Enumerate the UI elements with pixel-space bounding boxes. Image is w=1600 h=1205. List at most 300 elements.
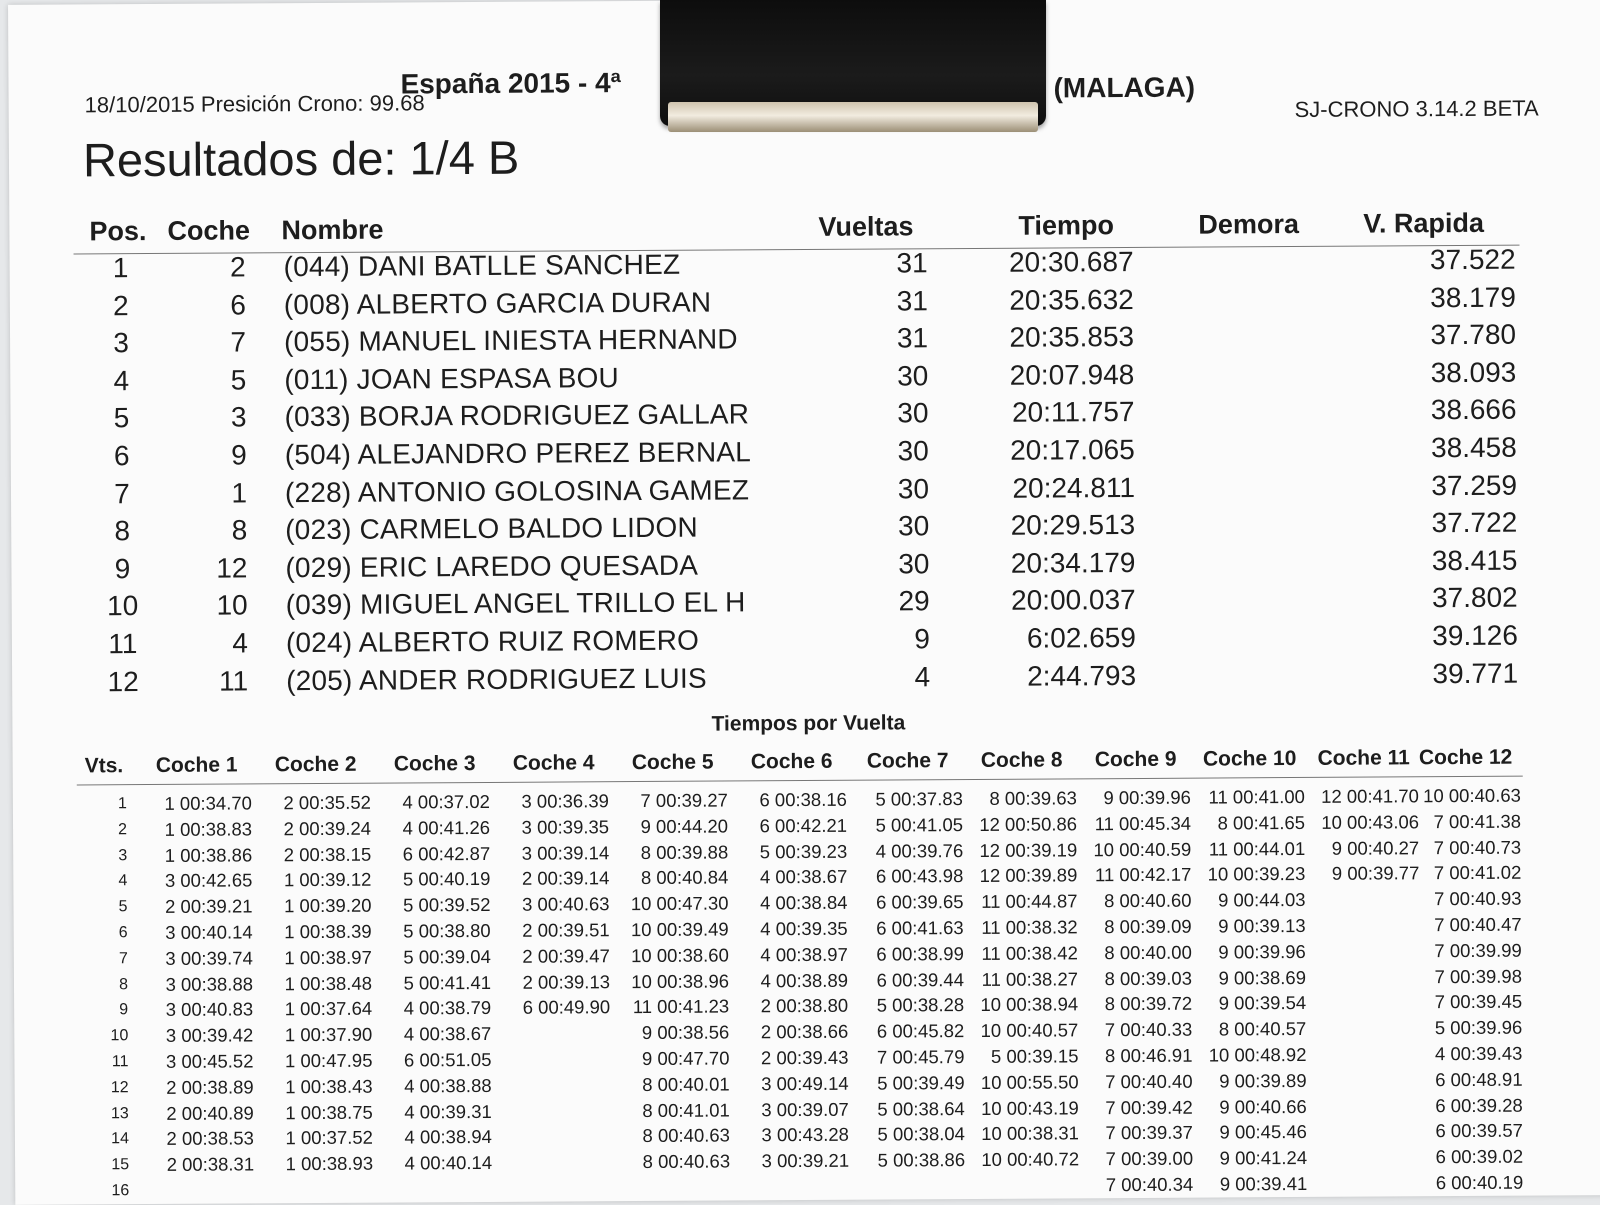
cell-vueltas: 4 bbox=[914, 660, 931, 692]
lap-cell: 9 00:44.20 bbox=[640, 815, 729, 837]
lap-cell: 3 00:36.39 bbox=[521, 790, 609, 812]
cell-vueltas: 30 bbox=[897, 510, 930, 542]
lap-cell: 8 00:40.60 bbox=[1103, 889, 1192, 912]
lap-cell: 4 00:39.43 bbox=[1434, 1042, 1523, 1065]
lap-cell: 1 00:38.39 bbox=[284, 920, 372, 943]
lap-cell bbox=[372, 1178, 492, 1179]
cell-tiempo: 20:17.065 bbox=[1010, 433, 1135, 466]
lap-cell: 9 00:39.54 bbox=[1218, 992, 1307, 1014]
cell-vueltas: 30 bbox=[897, 435, 929, 467]
lap-cell: 7 00:39.99 bbox=[1434, 939, 1522, 961]
lap-number: 4 bbox=[118, 872, 128, 890]
cell-tiempo: 20:35.632 bbox=[1009, 283, 1134, 316]
lap-cell: 2 00:39.24 bbox=[283, 817, 372, 839]
lap-cell: 8 00:39.72 bbox=[1104, 993, 1193, 1015]
col-coche-9: Coche 9 bbox=[1094, 747, 1177, 772]
col-coche: Coche bbox=[167, 215, 251, 246]
lap-cell: 3 00:39.42 bbox=[165, 1024, 254, 1047]
lap-cell: 9 00:39.13 bbox=[1218, 914, 1306, 937]
lap-cell: 3 00:43.28 bbox=[761, 1124, 849, 1146]
lap-cell: 10 00:39.23 bbox=[1207, 863, 1306, 885]
col-coche-6: Coche 6 bbox=[750, 749, 833, 774]
lap-cell: 7 00:40.33 bbox=[1104, 1018, 1193, 1041]
lap-cell bbox=[491, 1074, 611, 1075]
lap-cell: 10 00:40.63 bbox=[1423, 784, 1521, 807]
lap-cell: 2 00:38.89 bbox=[166, 1076, 254, 1098]
lap-cell: 10 00:40.72 bbox=[981, 1148, 1080, 1171]
lap-cell: 4 00:38.84 bbox=[759, 891, 848, 914]
col-pos: Pos. bbox=[89, 216, 147, 247]
lap-cell bbox=[490, 1048, 610, 1049]
lap-cell: 2 00:35.52 bbox=[283, 791, 371, 814]
cell-pos: 8 bbox=[114, 515, 131, 547]
lap-cell: 4 00:38.67 bbox=[403, 1023, 492, 1045]
lap-cell: 7 00:40.40 bbox=[1105, 1070, 1193, 1092]
lap-cell: 12 00:50.86 bbox=[979, 813, 1078, 835]
cell-pos: 12 bbox=[107, 665, 139, 697]
cell-coche: 4 bbox=[232, 627, 249, 659]
lap-cell: 5 00:37.83 bbox=[875, 788, 963, 810]
cell-pos: 3 bbox=[113, 327, 129, 359]
lap-cell: 2 00:39.43 bbox=[760, 1046, 849, 1069]
cell-pos: 7 bbox=[114, 477, 130, 509]
lap-cell: 2 00:38.15 bbox=[283, 843, 372, 865]
lap-cell bbox=[253, 1179, 373, 1180]
lap-cell: 10 00:48.92 bbox=[1208, 1043, 1307, 1066]
cell-coche: 7 bbox=[230, 326, 247, 358]
col-coche-7: Coche 7 bbox=[866, 749, 949, 773]
cell-vrapida: 38.666 bbox=[1430, 394, 1517, 426]
cell-vrapida: 38.458 bbox=[1431, 431, 1517, 464]
lap-cell: 9 00:38.56 bbox=[641, 1021, 730, 1044]
cell-nombre: (029) ERIC LAREDO QUESADA bbox=[285, 549, 699, 583]
lap-cell: 5 00:38.28 bbox=[876, 994, 965, 1016]
cell-nombre: (055) MANUEL INIESTA HERNAND bbox=[283, 323, 738, 358]
cell-nombre: (033) BORJA RODRIGUEZ GALLAR bbox=[284, 398, 750, 433]
lap-cell: 9 00:39.96 bbox=[1218, 940, 1306, 963]
cell-vueltas: 30 bbox=[898, 547, 930, 580]
lap-cell: 8 00:39.03 bbox=[1104, 967, 1193, 989]
cell-vueltas: 31 bbox=[896, 284, 928, 317]
lap-cell: 4 00:38.89 bbox=[760, 969, 849, 991]
binder-clip bbox=[660, 0, 1046, 126]
lap-cell: 1 00:47.95 bbox=[284, 1049, 373, 1072]
lap-cell: 6 00:39.57 bbox=[1435, 1119, 1523, 1142]
lap-cell: 5 00:39.23 bbox=[759, 840, 848, 862]
cell-coche: 11 bbox=[218, 664, 249, 697]
lap-cell: 6 00:38.16 bbox=[759, 788, 847, 811]
lap-cell: 9 00:39.41 bbox=[1219, 1172, 1308, 1195]
cell-pos: 1 bbox=[112, 252, 129, 284]
lap-cell: 2 00:39.51 bbox=[522, 919, 610, 941]
lap-cell: 10 00:47.30 bbox=[630, 892, 729, 915]
lap-cell: 2 00:38.53 bbox=[166, 1127, 255, 1150]
lap-cell: 10 00:40.59 bbox=[1093, 838, 1192, 860]
lap-cell: 7 00:39.27 bbox=[640, 789, 728, 812]
lap-cell: 12 00:39.19 bbox=[979, 838, 1078, 861]
lap-cell: 4 00:38.67 bbox=[759, 866, 848, 888]
cell-vrapida: 37.722 bbox=[1431, 506, 1518, 539]
lap-cell: 7 00:39.37 bbox=[1105, 1122, 1193, 1144]
lap-cell: 8 00:40.63 bbox=[642, 1150, 731, 1173]
lap-cell: 3 00:49.14 bbox=[761, 1072, 849, 1095]
lap-cell: 9 00:39.96 bbox=[1103, 786, 1191, 809]
lap-cell: 3 00:39.07 bbox=[761, 1098, 849, 1120]
lap-cell: 3 00:38.88 bbox=[165, 972, 254, 995]
lap-number: 15 bbox=[111, 1156, 130, 1174]
col-coche-10: Coche 10 bbox=[1202, 747, 1297, 771]
cell-nombre: (228) ANTONIO GOLOSINA GAMEZ bbox=[284, 473, 750, 508]
cell-pos: 11 bbox=[108, 628, 138, 660]
lap-number: 8 bbox=[119, 975, 129, 993]
lap-number: 13 bbox=[110, 1104, 129, 1122]
lap-number: 14 bbox=[111, 1130, 129, 1148]
laps-header bbox=[77, 738, 1523, 786]
cell-nombre: (008) ALBERTO GARCIA DURAN bbox=[283, 286, 712, 320]
lap-cell: 4 00:38.94 bbox=[404, 1126, 493, 1148]
lap-cell bbox=[490, 1022, 610, 1023]
results-table bbox=[74, 240, 1523, 700]
lap-cell: 7 00:45.79 bbox=[876, 1046, 965, 1068]
lap-cell: 1 00:37.52 bbox=[285, 1127, 374, 1149]
lap-cell: 6 00:40.19 bbox=[1435, 1171, 1524, 1194]
lap-cell: 6 00:39.28 bbox=[1435, 1094, 1523, 1116]
lap-cell: 5 00:39.96 bbox=[1434, 1016, 1523, 1039]
lap-cell: 6 00:51.05 bbox=[403, 1048, 492, 1071]
col-vrapida: V. Rapida bbox=[1363, 207, 1485, 239]
lap-cell: 9 00:44.03 bbox=[1217, 889, 1306, 911]
lap-cell: 2 00:39.21 bbox=[165, 895, 253, 918]
cell-coche: 8 bbox=[231, 514, 248, 546]
cell-tiempo: 20:29.513 bbox=[1010, 509, 1136, 541]
cell-vrapida: 37.780 bbox=[1430, 318, 1517, 351]
col-coche-2: Coche 2 bbox=[274, 752, 357, 777]
lap-cell: 2 00:39.13 bbox=[522, 970, 611, 993]
lap-cell: 9 00:38.69 bbox=[1218, 966, 1307, 989]
col-coche-3: Coche 3 bbox=[393, 752, 476, 776]
event-title: España 2015 - 4ª bbox=[400, 67, 622, 100]
results-sheet bbox=[8, 0, 1600, 1205]
lap-cell: 3 00:40.14 bbox=[165, 921, 253, 943]
cell-tiempo: 6:02.659 bbox=[1026, 621, 1136, 654]
lap-cell: 11 00:38.42 bbox=[981, 942, 1078, 964]
lap-cell: 2 00:39.47 bbox=[522, 944, 610, 967]
cell-nombre: (504) ALEJANDRO PEREZ BERNAL bbox=[284, 436, 752, 471]
cell-vueltas: 31 bbox=[896, 247, 928, 279]
lap-cell: 5 00:38.80 bbox=[403, 919, 491, 942]
cell-coche: 2 bbox=[229, 251, 246, 283]
lap-cell: 3 00:42.65 bbox=[164, 869, 253, 892]
col-coche-8: Coche 8 bbox=[980, 748, 1063, 772]
lap-cell: 6 00:39.44 bbox=[876, 968, 965, 991]
cell-tiempo: 20:00.037 bbox=[1010, 584, 1136, 617]
lap-cell: 6 00:42.21 bbox=[759, 814, 848, 837]
cell-vueltas: 30 bbox=[897, 360, 929, 392]
col-demora: Demora bbox=[1198, 208, 1300, 240]
cell-coche: 6 bbox=[230, 289, 246, 321]
lap-cell: 6 00:43.98 bbox=[875, 865, 964, 887]
col-coche-1: Coche 1 bbox=[155, 753, 238, 777]
col-coche-11: Coche 11 bbox=[1317, 746, 1410, 770]
lap-cell: 5 00:38.04 bbox=[877, 1123, 965, 1145]
cell-tiempo: 20:07.948 bbox=[1009, 358, 1135, 391]
lap-cell: 7 00:39.00 bbox=[1105, 1147, 1194, 1170]
lap-cell: 7 00:39.45 bbox=[1434, 991, 1523, 1013]
lap-cell: 6 00:38.99 bbox=[876, 942, 964, 965]
col-nombre: Nombre bbox=[281, 214, 384, 246]
cell-nombre: (044) DANI BATLLE SANCHEZ bbox=[283, 248, 681, 283]
lap-cell: 4 00:39.35 bbox=[760, 917, 848, 940]
cell-nombre: (023) CARMELO BALDO LIDON bbox=[285, 511, 698, 546]
lap-cell: 11 00:44.87 bbox=[981, 890, 1078, 913]
lap-cell bbox=[959, 1174, 1079, 1175]
cell-nombre: (039) MIGUEL ANGEL TRILLO EL H bbox=[285, 586, 746, 621]
cell-tiempo: 20:11.757 bbox=[1011, 396, 1135, 429]
cell-pos: 9 bbox=[114, 552, 131, 584]
col-tiempo: Tiempo bbox=[1018, 210, 1114, 241]
lap-cell: 9 00:39.77 bbox=[1331, 862, 1420, 885]
lap-cell: 10 00:43.06 bbox=[1321, 811, 1420, 833]
lap-cell: 10 00:38.94 bbox=[980, 993, 1079, 1016]
lap-number: 3 bbox=[118, 846, 128, 864]
lap-number: 6 bbox=[118, 924, 128, 942]
lap-cell: 6 00:45.82 bbox=[876, 1020, 965, 1042]
lap-cell: 5 00:40.19 bbox=[402, 868, 491, 890]
cell-coche: 5 bbox=[230, 364, 247, 396]
lap-cell: 8 00:40.57 bbox=[1218, 1018, 1307, 1040]
lap-cell: 10 00:38.96 bbox=[631, 970, 730, 992]
lap-cell: 10 00:55.50 bbox=[980, 1071, 1079, 1093]
lap-cell: 1 00:37.90 bbox=[284, 1023, 373, 1046]
lap-cell: 5 00:41.41 bbox=[403, 971, 492, 994]
cell-vrapida: 39.126 bbox=[1432, 619, 1518, 652]
lap-cell bbox=[491, 1126, 611, 1127]
lap-cell: 10 00:38.60 bbox=[631, 944, 729, 966]
lap-cell: 7 00:40.47 bbox=[1434, 913, 1522, 936]
lap-cell: 8 00:41.65 bbox=[1217, 811, 1306, 834]
lap-cell: 5 00:39.49 bbox=[877, 1071, 965, 1094]
lap-cell: 1 00:37.64 bbox=[284, 998, 373, 1020]
lap-cell: 1 00:38.48 bbox=[284, 972, 373, 994]
event-place: (MALAGA) bbox=[1053, 71, 1196, 104]
lap-cell: 6 00:49.90 bbox=[522, 996, 611, 1019]
cell-nombre: (205) ANDER RODRIGUEZ LUIS bbox=[286, 662, 707, 696]
date-precision: 18/10/2015 Presición Crono: 99.68 bbox=[84, 90, 425, 118]
lap-cell: 11 00:42.17 bbox=[1094, 864, 1192, 886]
lap-number: 9 bbox=[119, 1001, 129, 1019]
lap-cell: 3 00:40.83 bbox=[165, 998, 254, 1021]
cell-pos: 6 bbox=[113, 440, 130, 472]
lap-number: 16 bbox=[111, 1182, 130, 1200]
lap-cell: 4 00:40.14 bbox=[404, 1152, 493, 1174]
lap-cell bbox=[491, 1100, 611, 1101]
cell-coche: 3 bbox=[230, 401, 247, 433]
cell-vrapida: 39.771 bbox=[1432, 657, 1519, 689]
cell-vueltas: 31 bbox=[896, 322, 929, 354]
lap-cell bbox=[729, 1176, 849, 1177]
lap-cell: 11 00:45.34 bbox=[1094, 812, 1192, 835]
cell-coche: 1 bbox=[231, 476, 248, 509]
cell-coche: 10 bbox=[216, 589, 248, 621]
lap-number: 1 bbox=[117, 795, 127, 813]
cell-vrapida: 38.179 bbox=[1430, 281, 1516, 313]
cell-coche: 9 bbox=[231, 439, 247, 471]
lap-cell: 1 00:39.12 bbox=[283, 869, 372, 891]
lap-cell: 11 00:41.23 bbox=[632, 995, 730, 1018]
cell-vrapida: 37.522 bbox=[1429, 243, 1516, 276]
cell-vueltas: 30 bbox=[897, 472, 930, 504]
lap-cell bbox=[610, 1176, 730, 1177]
laps-title: Tiempos por Vuelta bbox=[711, 711, 906, 736]
lap-cell: 4 00:38.88 bbox=[404, 1074, 492, 1097]
lap-cell: 3 00:39.21 bbox=[761, 1149, 850, 1172]
lap-cell: 8 00:40.84 bbox=[640, 866, 729, 889]
lap-cell: 5 00:38.86 bbox=[877, 1149, 966, 1171]
lap-cell bbox=[845, 1175, 965, 1176]
table-row bbox=[76, 653, 1522, 699]
lap-cell: 5 00:39.04 bbox=[403, 945, 491, 968]
cell-pos: 4 bbox=[113, 364, 130, 397]
cell-tiempo: 20:35.853 bbox=[1009, 321, 1135, 353]
lap-cell: 8 00:46.91 bbox=[1104, 1044, 1193, 1067]
lap-cell: 3 00:39.35 bbox=[521, 816, 610, 838]
lap-cell: 3 00:45.52 bbox=[165, 1050, 254, 1072]
col-coche-4: Coche 4 bbox=[512, 751, 595, 775]
lap-cell: 2 00:38.80 bbox=[760, 995, 849, 1017]
cell-nombre: (011) JOAN ESPASA BOU bbox=[284, 361, 620, 395]
cell-tiempo: 20:24.811 bbox=[1012, 471, 1136, 504]
lap-cell: 4 00:41.26 bbox=[402, 816, 491, 839]
lap-cell: 11 00:38.32 bbox=[981, 916, 1078, 938]
results-title: Resultados de: 1/4 B bbox=[82, 130, 520, 187]
cell-pos: 2 bbox=[112, 289, 129, 321]
lap-number: 2 bbox=[118, 820, 128, 839]
lap-number: 5 bbox=[118, 898, 128, 916]
lap-cell: 8 00:39.09 bbox=[1104, 915, 1192, 938]
cell-vueltas: 9 bbox=[914, 623, 930, 655]
lap-cell: 1 00:38.75 bbox=[285, 1101, 373, 1123]
cell-vrapida: 38.093 bbox=[1430, 356, 1517, 388]
col-vueltas: Vueltas bbox=[818, 211, 914, 242]
lap-cell: 9 00:41.24 bbox=[1219, 1147, 1308, 1169]
lap-cell: 8 00:40.63 bbox=[642, 1124, 730, 1147]
lap-cell: 6 00:48.91 bbox=[1435, 1068, 1523, 1090]
lap-cell: 5 00:39.15 bbox=[990, 1045, 1079, 1067]
lap-cell: 1 00:38.97 bbox=[284, 946, 372, 968]
lap-cell: 3 00:39.74 bbox=[165, 947, 253, 969]
lap-cell: 7 00:40.93 bbox=[1433, 887, 1522, 910]
lap-cell: 12 00:41.70 bbox=[1321, 785, 1419, 807]
lap-cell: 9 00:40.66 bbox=[1219, 1095, 1307, 1118]
lap-cell: 1 00:34.70 bbox=[164, 792, 252, 814]
lap-cell: 10 00:38.31 bbox=[981, 1122, 1079, 1145]
lap-cell: 1 00:39.20 bbox=[284, 894, 372, 917]
lap-cell: 10 00:39.49 bbox=[630, 918, 729, 941]
lap-number: 11 bbox=[111, 1053, 129, 1071]
lap-cell: 4 00:38.79 bbox=[403, 997, 492, 1019]
lap-cell: 11 00:38.27 bbox=[981, 967, 1079, 990]
cell-vrapida: 37.259 bbox=[1431, 469, 1518, 501]
lap-cell: 6 00:39.02 bbox=[1435, 1145, 1524, 1168]
lap-cell: 9 00:39.89 bbox=[1219, 1069, 1307, 1092]
lap-cell: 3 00:39.14 bbox=[521, 841, 610, 864]
lap-cell bbox=[134, 1179, 254, 1180]
lap-cell bbox=[491, 1151, 611, 1152]
lap-cell: 8 00:40.00 bbox=[1104, 941, 1192, 963]
lap-cell: 2 00:40.89 bbox=[166, 1101, 254, 1124]
lap-cell: 9 00:45.46 bbox=[1219, 1121, 1307, 1143]
lap-cell: 10 00:40.57 bbox=[980, 1019, 1079, 1042]
lap-cell: 7 00:39.42 bbox=[1105, 1096, 1193, 1118]
lap-cell: 7 00:41.38 bbox=[1433, 810, 1522, 832]
lap-cell: 9 00:47.70 bbox=[641, 1047, 730, 1069]
cell-tiempo: 2:44.793 bbox=[1027, 659, 1137, 692]
col-coche-12: Coche 12 bbox=[1418, 745, 1513, 770]
lap-cell: 9 00:40.27 bbox=[1331, 836, 1420, 859]
lap-cell: 1 00:38.83 bbox=[164, 818, 253, 840]
lap-cell: 6 00:41.63 bbox=[876, 917, 964, 939]
cell-coche: 12 bbox=[216, 552, 248, 584]
cell-vueltas: 30 bbox=[897, 397, 929, 429]
binder-clip-plate bbox=[668, 102, 1038, 132]
lap-cell: 7 00:40.34 bbox=[1105, 1173, 1194, 1196]
lap-cell: 8 00:40.01 bbox=[642, 1073, 730, 1095]
cell-vueltas: 29 bbox=[898, 585, 930, 617]
lap-cell: 8 00:39.63 bbox=[989, 787, 1077, 809]
software-version: SJ-CRONO 3.14.2 BETA bbox=[1294, 95, 1539, 123]
lap-cell: 8 00:41.01 bbox=[642, 1099, 730, 1121]
cell-pos: 5 bbox=[113, 402, 130, 434]
lap-cell: 7 00:41.02 bbox=[1433, 862, 1522, 884]
lap-cell: 2 00:38.66 bbox=[760, 1020, 849, 1043]
lap-cell: 5 00:38.64 bbox=[877, 1097, 965, 1120]
lap-cell: 2 00:38.31 bbox=[166, 1153, 255, 1176]
col-vts: Vts. bbox=[84, 754, 124, 778]
cell-tiempo: 20:34.179 bbox=[1010, 546, 1136, 579]
lap-cell: 1 00:38.93 bbox=[285, 1152, 374, 1175]
lap-cell: 7 00:40.73 bbox=[1433, 836, 1522, 858]
lap-cell: 4 00:37.02 bbox=[402, 790, 490, 813]
lap-cell: 11 00:41.00 bbox=[1208, 785, 1305, 808]
laps-table bbox=[77, 782, 1525, 1204]
lap-cell: 6 00:42.87 bbox=[402, 842, 491, 865]
lap-cell: 2 00:39.14 bbox=[521, 867, 610, 890]
lap-cell: 12 00:39.89 bbox=[979, 864, 1078, 887]
col-coche-5: Coche 5 bbox=[631, 750, 714, 775]
lap-cell: 4 00:39.31 bbox=[404, 1100, 492, 1123]
lap-number: 12 bbox=[110, 1078, 129, 1097]
lap-cell: 7 00:39.98 bbox=[1434, 965, 1523, 987]
lap-cell: 8 00:39.88 bbox=[640, 841, 729, 863]
lap-cell: 1 00:38.43 bbox=[285, 1075, 373, 1097]
cell-vrapida: 37.802 bbox=[1431, 581, 1518, 614]
cell-vrapida: 38.415 bbox=[1431, 544, 1518, 576]
lap-cell: 5 00:39.52 bbox=[403, 894, 491, 916]
cell-nombre: (024) ALBERTO RUIZ ROMERO bbox=[285, 624, 700, 659]
lap-cell: 6 00:39.65 bbox=[875, 891, 964, 913]
lap-number: 10 bbox=[110, 1027, 129, 1045]
lap-cell: 3 00:40.63 bbox=[522, 893, 610, 915]
cell-pos: 10 bbox=[107, 590, 139, 622]
lap-cell: 1 00:38.86 bbox=[164, 843, 253, 866]
lap-cell: 4 00:38.97 bbox=[760, 943, 848, 966]
lap-cell: 10 00:43.19 bbox=[980, 1096, 1079, 1119]
lap-cell: 4 00:39.76 bbox=[875, 839, 964, 862]
lap-cell bbox=[491, 1177, 611, 1178]
lap-cell: 5 00:41.05 bbox=[875, 813, 964, 836]
lap-number: 7 bbox=[118, 949, 128, 967]
lap-cell: 11 00:44.01 bbox=[1208, 837, 1306, 860]
